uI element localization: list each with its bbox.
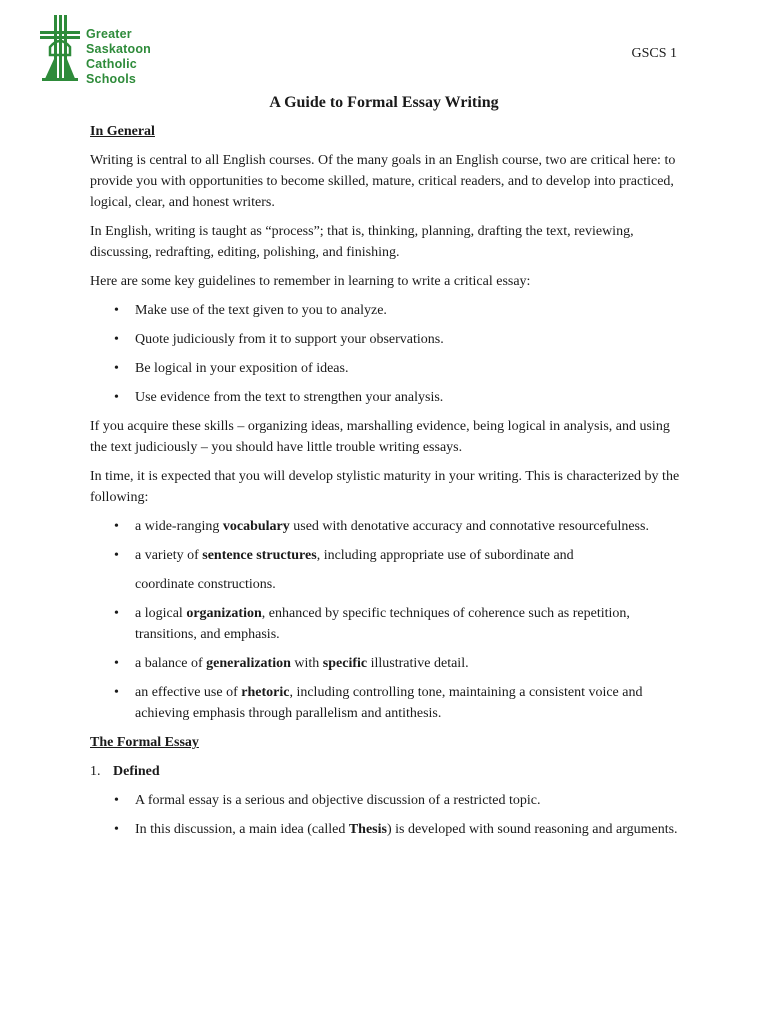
paragraph: If you acquire these skills – organizing ideas, marshalling evidence, being logical in analysis, and using the text judiciously – you should have little trouble writing essays. [90, 419, 670, 455]
page-title: A Guide to Formal Essay Writing [269, 94, 499, 111]
list-item [90, 545, 690, 595]
document-body [90, 121, 690, 848]
item-text: used with denotative accuracy and connotative resourcefulness. [289, 519, 649, 534]
list-item [90, 819, 690, 840]
logo-line: Catholic [86, 57, 137, 71]
key-term: rhetoric [241, 685, 290, 700]
list-item [90, 516, 690, 537]
item-text: illustrative detail. [367, 656, 469, 671]
item-text-continued: coordinate constructions. [135, 577, 276, 592]
list-item [90, 653, 690, 674]
numbered-subheading [90, 761, 690, 782]
paragraph: In English, writing is taught as “process”; that is, thinking, planning, drafting the text, reviewing, discussing, redrafting, editing, polishing, and finishing. [90, 224, 634, 260]
key-term: generalization [206, 656, 291, 671]
item-number: 1. [90, 764, 101, 779]
paragraph: Here are some key guidelines to remember in learning to write a critical essay: [90, 274, 531, 289]
item-text: a wide-ranging [135, 519, 223, 534]
paragraph: Writing is central to all English courses. Of the many goals in an English course, two are critical here: to provide you with opportunities to become skilled, mature, critical readers, and to develop into practiced, logical, clear, and honest writers. [90, 153, 676, 210]
key-term: sentence structures [202, 548, 317, 563]
cross-logo-icon [38, 15, 82, 81]
list-item: • Use evidence from the text to strengthen your analysis. [90, 387, 690, 408]
document-code: GSCS 1 [631, 46, 677, 61]
defined-list [90, 790, 690, 840]
section-heading-in-general: In General [90, 124, 155, 139]
key-term: Thesis [348, 822, 387, 837]
guidelines-list [90, 300, 690, 408]
logo-line: Saskatoon [86, 42, 152, 56]
list-item [90, 682, 690, 724]
list-item: • Quote judiciously from it to support your observations. [90, 329, 690, 350]
section-heading-formal-essay: The Formal Essay [90, 735, 199, 750]
key-term: vocabulary [222, 519, 290, 534]
logo-wordmark [86, 27, 151, 87]
maturity-list [90, 516, 690, 724]
item-text: ) is developed with sound reasoning and arguments. [386, 822, 678, 837]
logo-line: Schools [86, 72, 137, 86]
item-text: , including appropriate use of subordinate and [316, 548, 574, 563]
item-text: a balance of [135, 656, 207, 671]
item-text: with [290, 656, 323, 671]
key-term: specific [322, 656, 368, 671]
list-item: • A formal essay is a serious and objective discussion of a restricted topic. [90, 790, 690, 811]
list-item [90, 603, 690, 645]
list-item: • Be logical in your exposition of ideas. [90, 358, 690, 379]
item-text: a variety of [135, 548, 203, 563]
key-term: organization [186, 606, 262, 621]
paragraph: In time, it is expected that you will develop stylistic maturity in your writing. This is characterized by the following: [90, 469, 680, 505]
logo-line: Greater [86, 27, 132, 41]
subheading-label: Defined [113, 764, 160, 779]
item-text: a logical [135, 606, 187, 621]
item-text: an effective use of [135, 685, 242, 700]
item-text: , enhanced by specific techniques of coherence such as repetition, transitions, and emphasis. [135, 606, 630, 642]
list-item: • Make use of the text given to you to analyze. [90, 300, 690, 321]
item-text: , including controlling tone, maintaining a consistent voice and achieving emphasis through parallelism and antithesis. [135, 685, 643, 721]
school-logo [38, 15, 151, 87]
item-text: In this discussion, a main idea (called [135, 822, 349, 837]
